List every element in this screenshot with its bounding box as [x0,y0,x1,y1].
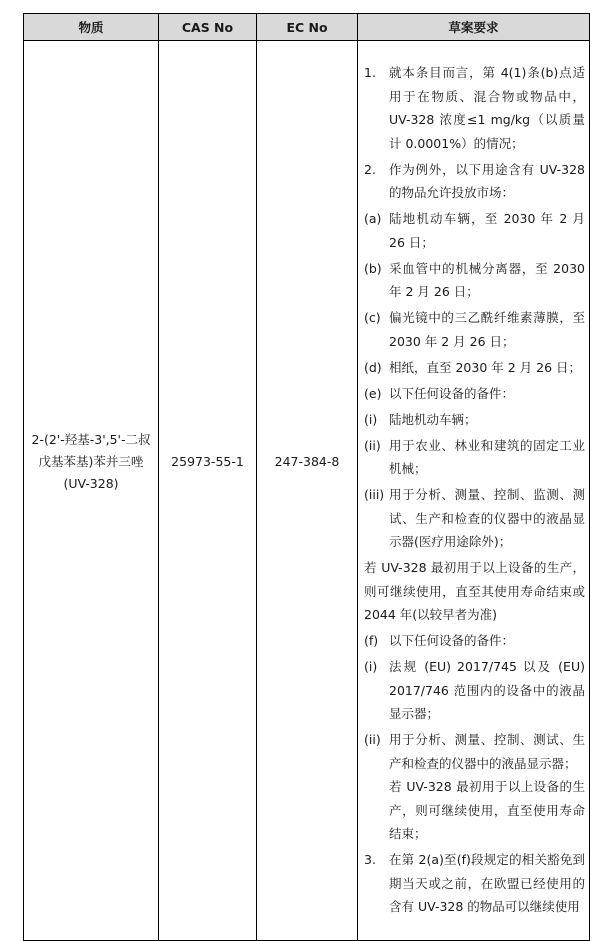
item-marker: 3. [364,852,376,867]
requirement-item-2a [364,207,585,254]
item-text: 作为例外，以下用途含有 UV-328 的物品允许投放市场： [389,161,585,200]
substance-name: 2-(2'-羟基-3',5'-二叔戊基苯基)苯并三唑 (UV-328) [31,432,151,491]
requirements-cell [358,41,590,941]
cas-no-cell [159,41,257,941]
requirement-item-2f-ii [364,728,585,846]
item-marker: (ii) [364,732,381,747]
requirement-note-f: 若 UV-328 最初用于以上设备的生产，则可继续使用，直至使用寿命结束； [389,779,585,841]
item-marker: (a) [364,211,382,226]
item-text: 以下任何设备的备件： [389,385,515,401]
requirement-item-2 [364,158,585,205]
item-marker: (iii) [364,487,385,502]
item-marker: (i) [364,659,378,674]
item-text: 陆地机动车辆，至 2030 年 2 月 26 日； [389,211,585,250]
item-text: 用于分析、测量、控制、监测、测试、生产和检查的仪器中的液晶显示器(医疗用途除外)； [389,487,585,549]
cas-no: 25973-55-1 [171,454,244,469]
item-text: 相纸，直至 2030 年 2 月 26 日； [389,359,582,375]
item-text: 在第 2(a)至(f)段规定的相关豁免到期当天或之前，在欧盟已经使用的含有 UV-328 的物品可以继续使用 [389,852,585,914]
item-marker: (i) [364,411,378,427]
requirement-item-2e-iii [364,483,585,554]
item-text: 偏光镜中的三乙酰纤维素薄膜，至 2030 年 2 月 26 日； [389,310,585,349]
item-text [389,728,585,846]
item-text: 陆地机动车辆； [389,411,477,427]
requirement-item-2d [364,356,585,380]
ec-no-cell [257,41,358,941]
header-ec-no: EC No [257,14,358,41]
header-cas-no: CAS No [159,14,257,41]
item-marker: (c) [364,310,381,325]
requirement-item-2e-i [364,408,585,432]
item-text: 就本条目而言，第 4(1)条(b)点适用于在物质、混合物或物品中，UV-328 浓度≤1 mg/kg（以质量计 0.0001%）的情况； [389,65,585,151]
header-row [24,14,590,41]
requirement-item-1 [364,61,585,155]
item-marker: (ii) [364,437,381,453]
item-marker: (d) [364,359,382,375]
item-text: 以下任何设备的备件： [389,633,515,648]
item-marker: 2. [364,161,376,177]
item-text: 法规 (EU) 2017/745 以及 (EU) 2017/746 范围内的设备中的液晶显示器； [389,659,585,721]
requirement-item-2e-ii [364,434,585,481]
table-row [24,41,590,941]
item-text-body: 用于分析、测量、控制、测试、生产和检查的仪器中的液晶显示器； [389,732,585,771]
requirement-item-2c [364,306,585,353]
requirement-item-3 [364,848,585,919]
restriction-table [23,13,590,941]
requirement-note-e: 若 UV-328 最初用于以上设备的生产，则可继续使用，直至其使用寿命结束或 2044 年(以较早者为准) [364,560,585,622]
item-marker: (f) [364,633,379,648]
requirement-item-2b [364,257,585,304]
requirement-item-2e [364,382,585,406]
item-text: 用于农业、林业和建筑的固定工业机械； [389,437,585,476]
item-text: 采血管中的机械分离器，至 2030 年 2 月 26 日； [389,260,585,299]
item-marker: 1. [364,65,376,80]
header-draft-requirements: 草案要求 [358,14,590,41]
substance-cell [24,41,159,941]
item-marker: (b) [364,260,382,276]
ec-no: 247-384-8 [274,454,340,469]
requirement-item-2f-i [364,655,585,726]
header-substance: 物质 [24,14,159,41]
requirement-item-2f [364,629,585,653]
item-marker: (e) [364,385,382,401]
